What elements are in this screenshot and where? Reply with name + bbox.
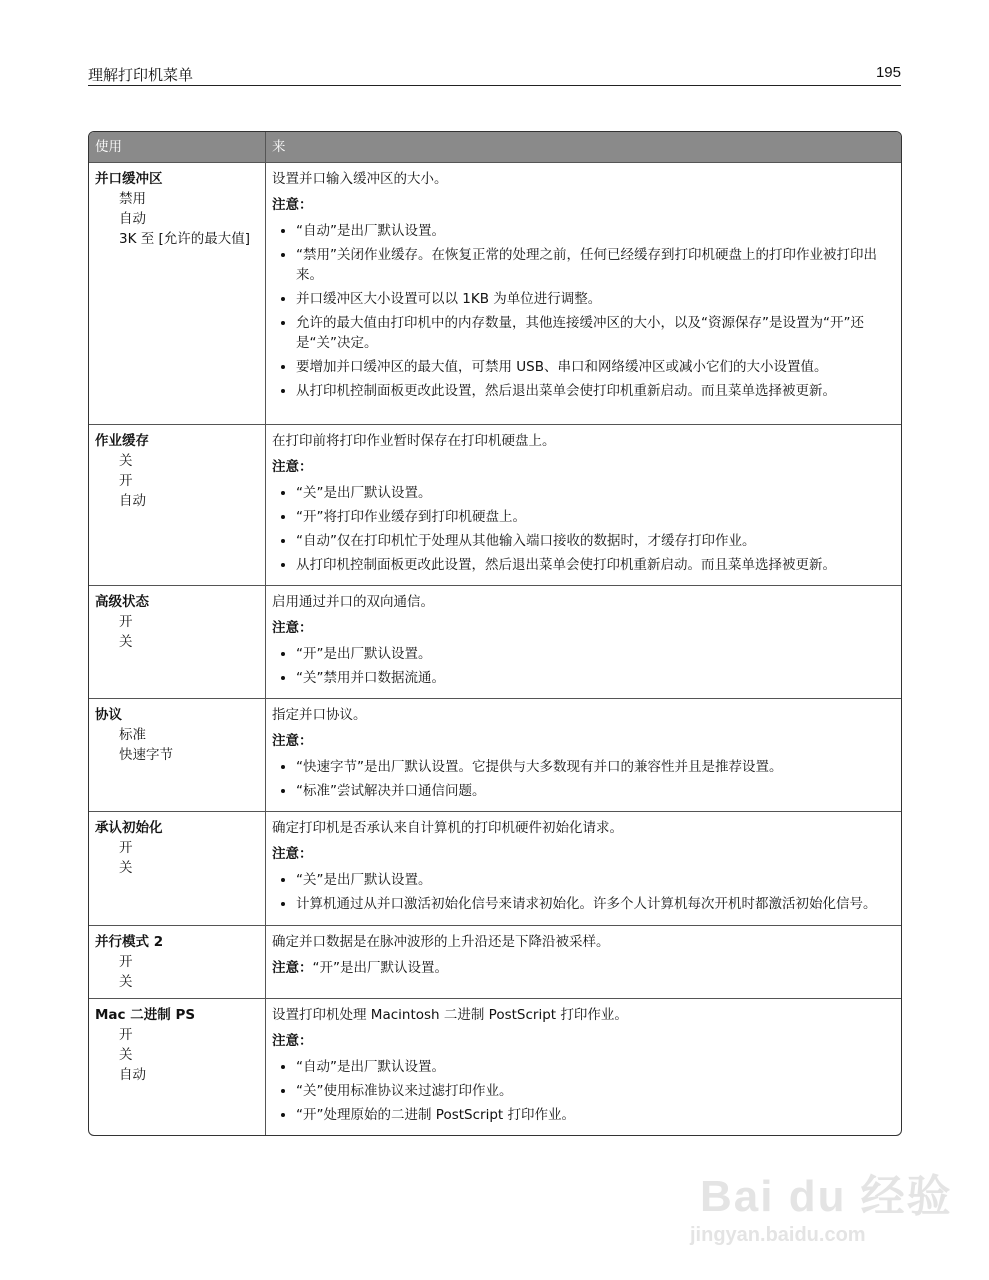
table-row <box>89 162 901 424</box>
setting-option: 禁用 <box>119 191 146 207</box>
watermark-url: jingyan.baidu.com <box>690 1224 866 1246</box>
description-cell <box>265 925 901 998</box>
table-row <box>89 811 901 925</box>
note-item: • “关”禁用并口数据流通。 <box>296 668 895 688</box>
setting-option: 自动 <box>119 493 146 509</box>
note-label: 注意： <box>272 733 313 749</box>
setting-option: 开 <box>119 840 133 856</box>
notes-list <box>272 483 895 575</box>
setting-description: 设置打印机处理 Macintosh 二进制 PostScript 打印作业。 <box>272 1007 628 1023</box>
setting-option: 开 <box>119 954 133 970</box>
note-item: • 并口缓冲区大小设置可以以 1KB 为单位进行调整。 <box>296 289 895 309</box>
note-text: “开”是出厂默认设置。 <box>312 960 448 976</box>
notes-list <box>272 644 895 688</box>
setting-cell <box>89 998 265 1135</box>
setting-name: 作业缓存 <box>95 433 149 449</box>
note-label: 注意： <box>272 960 313 976</box>
baidu-watermark <box>690 1160 953 1247</box>
page-number: 195 <box>875 64 901 81</box>
column-header-purpose: 来 <box>265 132 901 162</box>
note-item: • “标准”尝试解决并口通信问题。 <box>296 781 895 801</box>
table-row <box>89 998 901 1135</box>
note-item: • 从打印机控制面板更改此设置，然后退出菜单会使打印机重新启动。而且菜单选择被更新。 <box>296 381 895 401</box>
setting-cell <box>89 698 265 811</box>
setting-name: 承认初始化 <box>95 820 163 836</box>
note-item: • “自动”仅在打印机忙于处理从其他输入端口接收的数据时，才缓存打印作业。 <box>296 531 895 551</box>
notes-list <box>272 1057 895 1125</box>
setting-description: 在打印前将打印作业暂时保存在打印机硬盘上。 <box>272 433 556 449</box>
description-cell <box>265 162 901 424</box>
menu-table <box>88 131 902 1136</box>
note-label: 注意： <box>272 620 313 636</box>
setting-option: 关 <box>119 974 133 990</box>
setting-option: 关 <box>119 453 133 469</box>
note-item: • “开”处理原始的二进制 PostScript 打印作业。 <box>296 1105 895 1125</box>
note-item: • “自动”是出厂默认设置。 <box>296 1057 895 1077</box>
setting-option: 开 <box>119 614 133 630</box>
description-cell <box>265 698 901 811</box>
note-label: 注意： <box>272 197 313 213</box>
setting-description: 确定打印机是否承认来自计算机的打印机硬件初始化请求。 <box>272 820 623 836</box>
setting-description: 启用通过并口的双向通信。 <box>272 594 434 610</box>
note-label: 注意： <box>272 1033 313 1049</box>
setting-name: Mac 二进制 PS <box>95 1007 196 1023</box>
table-row <box>89 424 901 585</box>
note-item: • “快速字节”是出厂默认设置。它提供与大多数现有并口的兼容性并且是推荐设置。 <box>296 757 895 777</box>
note-item: • 从打印机控制面板更改此设置，然后退出菜单会使打印机重新启动。而且菜单选择被更新。 <box>296 555 895 575</box>
note-item: • “关”是出厂默认设置。 <box>296 483 895 503</box>
setting-option: 开 <box>119 473 133 489</box>
notes-list <box>272 757 895 801</box>
setting-option: 关 <box>119 1047 133 1063</box>
note-label: 注意： <box>272 459 313 475</box>
setting-option: 3K 至 [允许的最大值] <box>119 231 251 247</box>
note-item: • “开”是出厂默认设置。 <box>296 644 895 664</box>
description-cell <box>265 998 901 1135</box>
setting-description: 指定并口协议。 <box>272 707 367 723</box>
setting-option: 开 <box>119 1027 133 1043</box>
table-row <box>89 698 901 811</box>
setting-cell <box>89 424 265 585</box>
setting-option: 自动 <box>119 1067 146 1083</box>
note-item: • 要增加并口缓冲区的最大值，可禁用 USB、串口和网络缓冲区或减小它们的大小设置值。 <box>296 357 895 377</box>
setting-option: 关 <box>119 860 133 876</box>
description-cell <box>265 585 901 698</box>
note-item: • “关”使用标准协议来过滤打印作业。 <box>296 1081 895 1101</box>
setting-description: 确定并口数据是在脉冲波形的上升沿还是下降沿被采样。 <box>272 934 610 950</box>
table-row <box>89 585 901 698</box>
setting-cell <box>89 811 265 925</box>
setting-name: 协议 <box>95 707 122 723</box>
setting-cell <box>89 925 265 998</box>
notes-list <box>272 221 895 401</box>
watermark-brand: Bai du 经验 <box>700 1172 953 1221</box>
note-item: • 计算机通过从并口激活初始化信号来请求初始化。许多个人计算机每次开机时都激活初始化信号。 <box>296 894 895 914</box>
note-item: • 允许的最大值由打印机中的内存数量，其他连接缓冲区的大小，以及“资源保存”是设置为“开”还是“关”决定。 <box>296 313 895 353</box>
setting-option: 自动 <box>119 211 146 227</box>
note-item: • “开”将打印作业缓存到打印机硬盘上。 <box>296 507 895 527</box>
note-item: • “禁用”关闭作业缓存。在恢复正常的处理之前，任何已经缓存到打印机硬盘上的打印作业被打印出来。 <box>296 245 895 285</box>
column-header-use: 使用 <box>89 132 265 162</box>
setting-description: 设置并口输入缓冲区的大小。 <box>272 171 448 187</box>
setting-option: 标准 <box>119 727 146 743</box>
setting-name: 高级状态 <box>95 594 149 610</box>
setting-cell <box>89 162 265 424</box>
header-rule <box>88 85 901 86</box>
setting-name: 并口缓冲区 <box>95 171 163 187</box>
description-cell <box>265 811 901 925</box>
notes-list <box>272 870 895 914</box>
table-row <box>89 925 901 998</box>
setting-option: 快速字节 <box>119 747 173 763</box>
setting-name: 并行模式 2 <box>95 934 164 950</box>
note-label: 注意： <box>272 846 313 862</box>
running-header-title: 理解打印机菜单 <box>88 66 194 84</box>
setting-cell <box>89 585 265 698</box>
note-item: • “关”是出厂默认设置。 <box>296 870 895 890</box>
description-cell <box>265 424 901 585</box>
note-item: • “自动”是出厂默认设置。 <box>296 221 895 241</box>
setting-option: 关 <box>119 634 133 650</box>
